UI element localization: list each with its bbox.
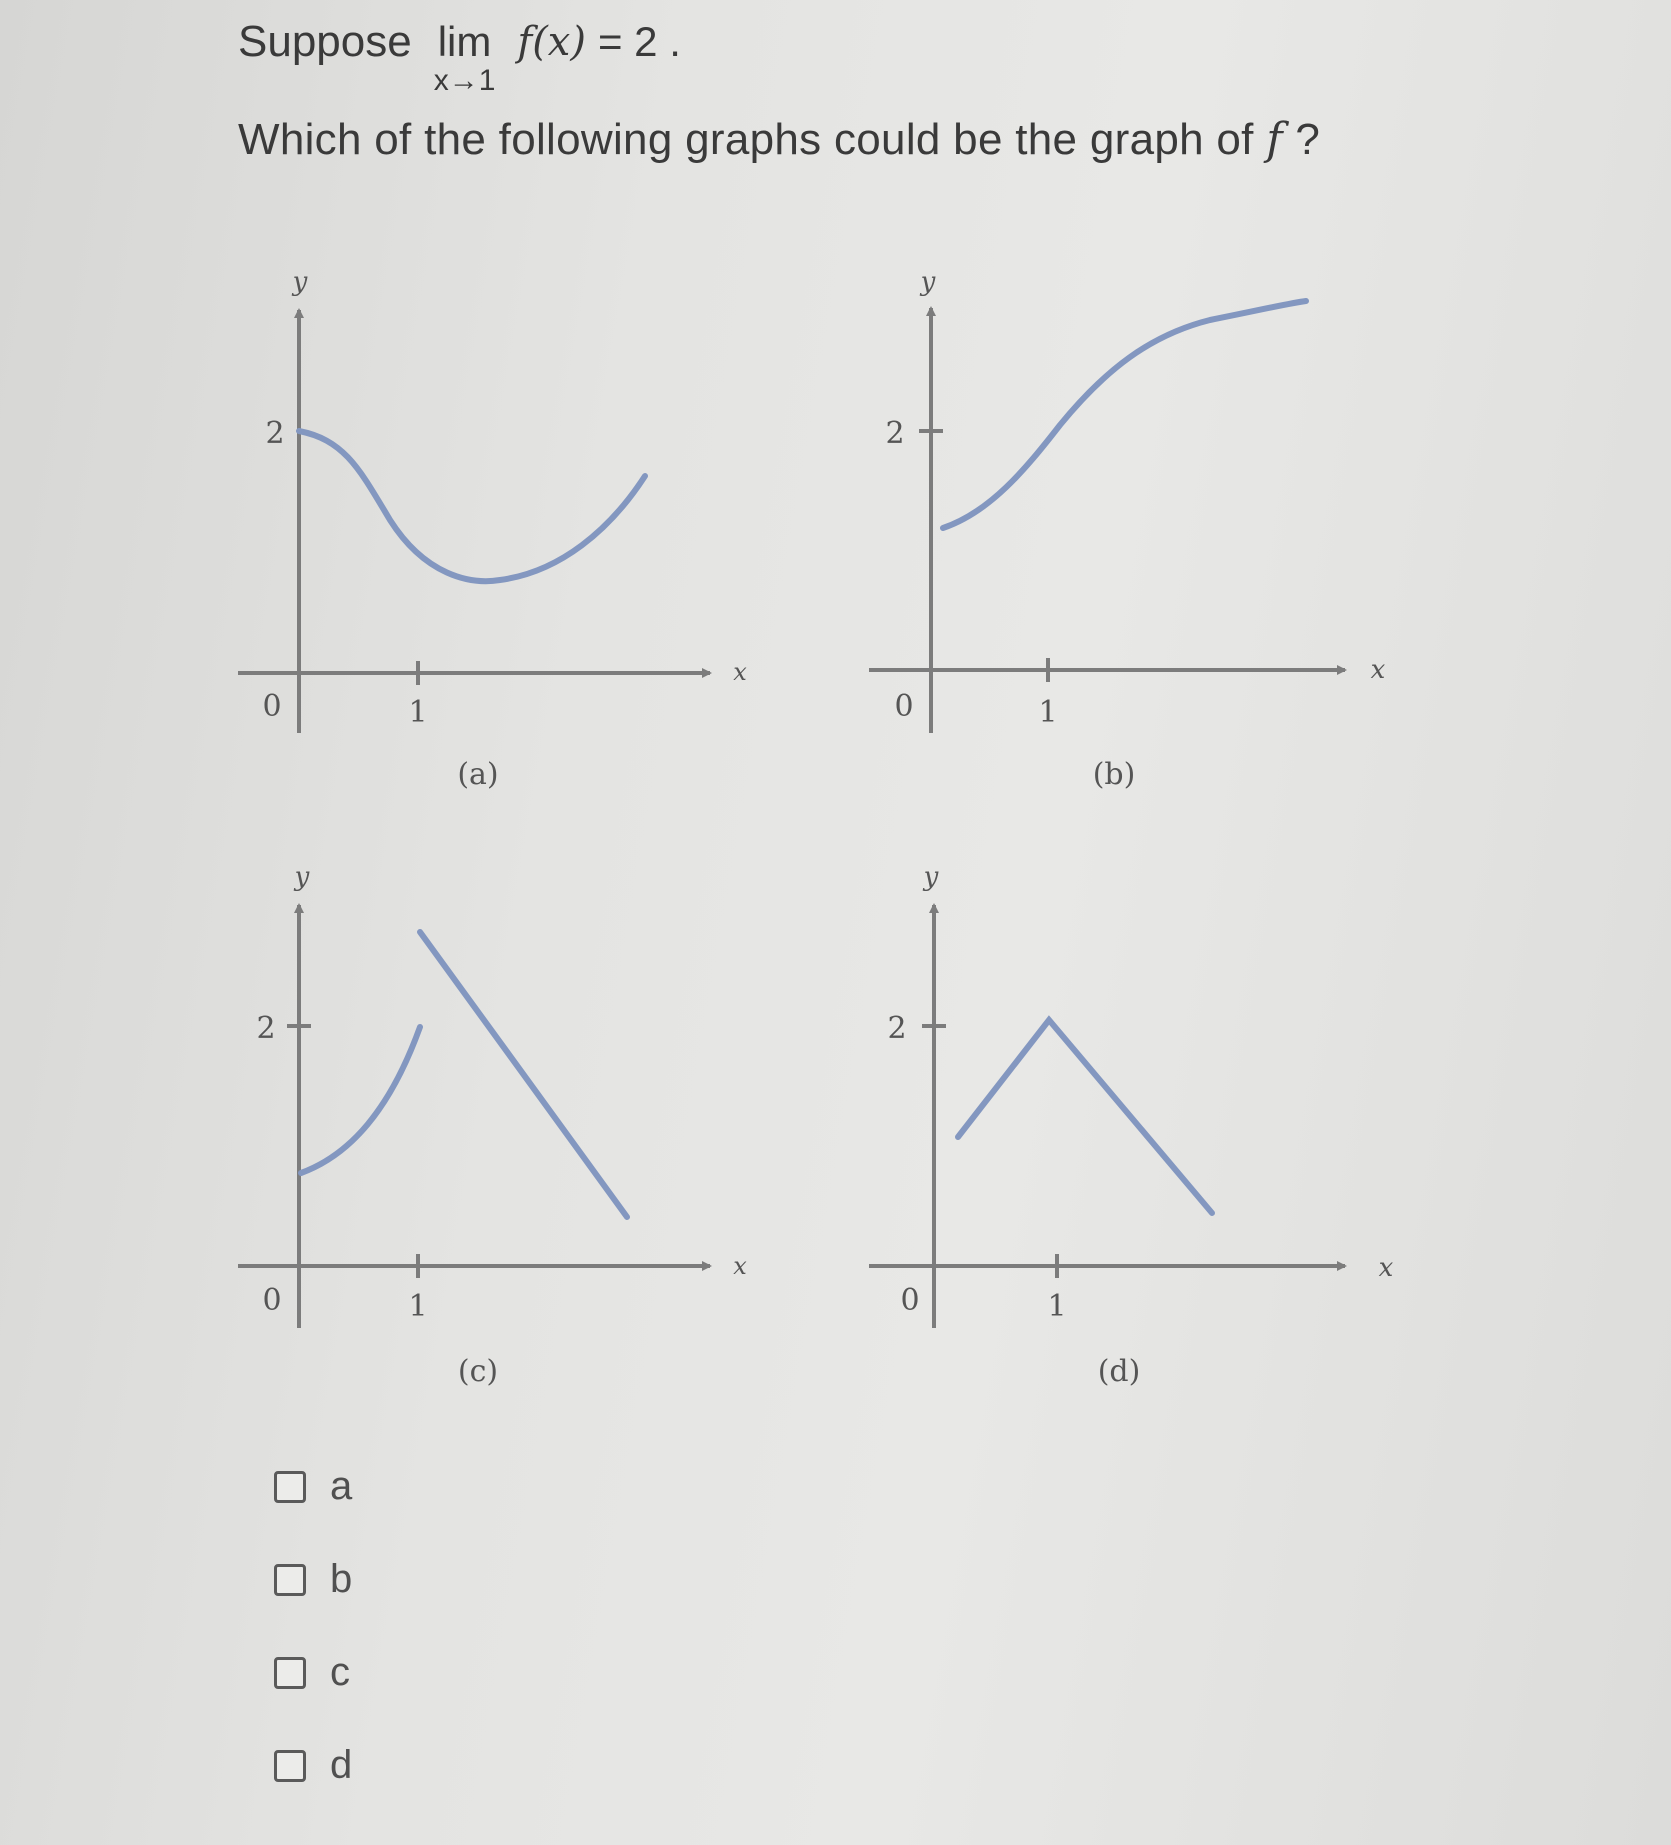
graph-d-origin-label: 0 [900,1283,920,1318]
graph-b-x-label: x [1370,655,1386,685]
graph-d-x-label: x [1378,1253,1394,1283]
graph-c [238,862,747,1389]
graph-b-x-tick-label: 1 [1038,695,1058,730]
graph-d [869,862,1394,1389]
graph-d-y-tick-label: 2 [887,1011,907,1046]
graph-a-curve [299,431,645,581]
graph-c-x-tick-label: 1 [408,1289,428,1324]
graph-a-origin-label: 0 [262,689,282,724]
graph-d-caption: (d) [1097,1354,1141,1389]
graph-c-origin-label: 0 [262,1283,282,1318]
graph-a-y-label: y [292,267,308,297]
graph-c-caption: (c) [457,1354,499,1389]
option-a[interactable] [274,1440,352,1533]
lim-word: lim [437,18,492,65]
graph-a-x-tick-label: 1 [408,695,428,730]
graph-a-y-tick-label: 2 [265,416,285,451]
graph-a [238,267,747,792]
option-d[interactable] [274,1719,352,1812]
lim-subscript: x→1 [433,64,496,97]
graph-b-y-label: y [920,267,936,297]
option-c-label[interactable]: c [330,1650,350,1694]
prompt-end: ? [1282,115,1321,164]
graph-b-y-tick-label: 2 [885,416,905,451]
graph-b [869,267,1386,792]
function-expression: f(x) [517,19,586,65]
option-b-checkbox[interactable] [274,1564,306,1596]
answer-options [274,1440,352,1812]
graph-c-curve-left [301,1027,420,1173]
graph-d-x-tick-label: 1 [1047,1289,1067,1324]
suppose-text: Suppose [238,17,412,66]
option-b[interactable] [274,1533,352,1626]
graph-c-line-right [420,932,627,1217]
graph-c-x-label: x [733,1252,747,1280]
option-b-label[interactable]: b [330,1557,353,1601]
option-c-checkbox[interactable] [274,1657,306,1689]
option-a-checkbox[interactable] [274,1471,306,1503]
option-d-label[interactable]: d [330,1743,353,1787]
prompt-var: f [1266,114,1283,165]
option-a-label[interactable]: a [330,1464,353,1508]
graph-b-curve [943,301,1306,528]
prompt-start: Which of the following graphs could be the graph of [238,115,1254,164]
graph-d-peak-lines [958,1020,1212,1213]
graph-b-origin-label: 0 [894,689,914,724]
graph-d-y-label: y [923,862,939,892]
limit-value: = 2 . [597,18,681,65]
graph-a-caption: (a) [457,757,499,792]
graph-c-y-label: y [294,862,310,892]
option-d-checkbox[interactable] [274,1750,306,1782]
graph-b-caption: (b) [1092,757,1136,792]
option-c[interactable] [274,1626,352,1719]
graph-c-y-tick-label: 2 [256,1011,276,1046]
graph-a-x-label: x [733,658,747,686]
